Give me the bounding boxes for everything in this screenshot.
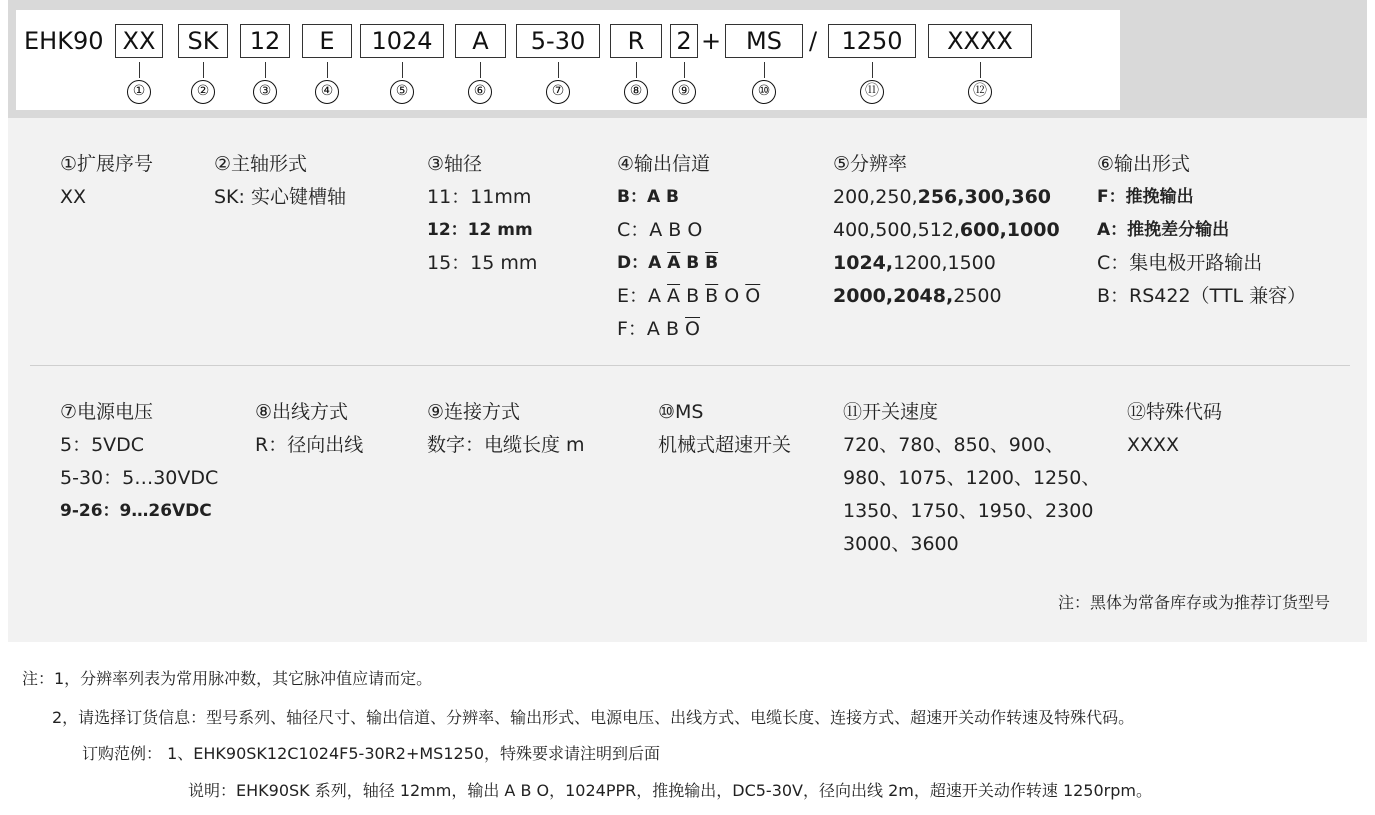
panel-note: 注：黑体为常备库存或为推荐订货型号 — [1057, 593, 1330, 612]
option-resolution — [833, 148, 1060, 313]
option-value: XXXX — [1127, 434, 1180, 456]
code-marker: ⑫ — [968, 80, 992, 104]
option-value-recommended: 12：12 mm — [427, 220, 533, 240]
option-value: XX — [60, 186, 87, 208]
option-value: 11：11mm — [427, 186, 532, 208]
code-tick — [265, 62, 266, 78]
option-special-code — [1127, 396, 1222, 462]
code-marker: ③ — [253, 80, 277, 104]
option-value: 机械式超速开关 — [658, 434, 792, 456]
option-value: 2000,2048,2500 — [833, 285, 1002, 307]
code-box-output: A — [455, 24, 506, 58]
option-value-recommended: F：推挽输出 — [1097, 187, 1194, 207]
option-title: ⑤分辨率 — [833, 153, 908, 175]
option-value: 400,500,512,600,1000 — [833, 219, 1060, 241]
section-divider — [30, 365, 1350, 366]
option-value: R：径向出线 — [255, 434, 364, 456]
code-tick — [480, 62, 481, 78]
option-value: E：A $\overline{A}$ B $\overline{B}$ O $\overline{O}$ — [617, 285, 761, 307]
option-value: 数字：电缆长度 m — [427, 434, 585, 456]
code-box-voltage: 5-30 — [516, 24, 600, 58]
code-box-extension: XX — [115, 24, 163, 58]
option-title: ⑨连接方式 — [427, 401, 521, 423]
code-box-ms: MS — [725, 24, 803, 58]
option-ms — [658, 396, 791, 462]
option-title: ②主轴形式 — [214, 153, 308, 175]
code-marker: ④ — [315, 80, 339, 104]
code-box-speed: 1250 — [828, 24, 916, 58]
option-switch-speed — [843, 396, 1100, 561]
code-prefix: EHK90 — [24, 27, 104, 55]
option-title: ⑧出线方式 — [255, 401, 349, 423]
code-marker: ⑨ — [672, 80, 696, 104]
option-shaft — [214, 148, 346, 214]
code-marker: ⑩ — [752, 80, 776, 104]
option-outlet — [255, 396, 363, 462]
code-tick — [402, 62, 403, 78]
option-value: 1350、1750、1950、2300 — [843, 500, 1094, 522]
option-voltage — [60, 396, 218, 528]
option-value-recommended: 9-26：9…26VDC — [60, 501, 212, 521]
option-value: 980、1075、1200、1250、 — [843, 467, 1101, 489]
option-title: ①扩展序号 — [60, 153, 154, 175]
option-output — [1097, 148, 1306, 313]
option-title: ⑫特殊代码 — [1127, 401, 1223, 423]
code-tick — [980, 62, 981, 78]
code-tick — [327, 62, 328, 78]
code-box-connection: 2 — [670, 24, 698, 58]
option-value-recommended: D：A $\overline{A}$ B $\overline{B}$ — [617, 253, 719, 273]
code-box-diameter: 12 — [240, 24, 290, 58]
code-tick — [764, 62, 765, 78]
code-marker: ⑦ — [546, 80, 570, 104]
option-diameter — [427, 148, 537, 280]
option-title: ④输出信道 — [617, 153, 711, 175]
code-marker: ⑧ — [624, 80, 648, 104]
code-slash: / — [809, 27, 818, 55]
code-tick — [558, 62, 559, 78]
option-title: ⑦电源电压 — [60, 401, 154, 423]
option-title: ⑪开关速度 — [843, 401, 939, 423]
option-value: 5：5VDC — [60, 434, 145, 456]
code-plus: + — [701, 27, 722, 55]
code-tick — [684, 62, 685, 78]
option-value-recommended: A：推挽差分输出 — [1097, 220, 1230, 240]
option-value: 1024,1200,1500 — [833, 252, 996, 274]
code-box-resolution: 1024 — [360, 24, 444, 58]
option-value: 3000、3600 — [843, 533, 959, 555]
code-marker: ② — [191, 80, 215, 104]
option-extension — [60, 148, 153, 214]
option-title: ⑩MS — [658, 401, 704, 423]
option-value: F：A B $\overline{O}$ — [617, 318, 701, 340]
option-title: ③轴径 — [427, 153, 483, 175]
code-marker: ① — [127, 80, 151, 104]
option-connection — [427, 396, 585, 462]
option-value: SK: 实心键槽轴 — [214, 186, 346, 208]
option-title: ⑥输出形式 — [1097, 153, 1191, 175]
order-example-explanation: 说明：EHK90SK 系列，轴径 12mm，输出 A B O，1024PPR，推挽输出，DC5-30V，径向出线 2m，超速开关动作转速 1250rpm。 — [188, 781, 1152, 800]
code-tick — [203, 62, 204, 78]
footnote-2: 2，请选择订货信息：型号系列、轴径尺寸、输出信道、分辨率、输出形式、电源电压、出线方式、电缆长度、连接方式、超速开关动作转速及特殊代码。 — [52, 708, 1135, 727]
order-example: 订购范例： 1、EHK90SK12C1024F5-30R2+MS1250，特殊要求请注明到后面 — [82, 744, 661, 763]
option-value: 720、780、850、900、 — [843, 434, 1065, 456]
code-tick — [872, 62, 873, 78]
code-tick — [636, 62, 637, 78]
option-value: B：RS422（TTL 兼容） — [1097, 285, 1307, 307]
option-value: C：集电极开路输出 — [1097, 252, 1263, 274]
option-channel — [617, 148, 760, 346]
option-value: 200,250,256,300,360 — [833, 186, 1052, 208]
code-tick — [139, 62, 140, 78]
code-box-outlet: R — [610, 24, 662, 58]
code-marker: ⑥ — [468, 80, 492, 104]
code-box-special: XXXX — [928, 24, 1032, 58]
footnote-1: 注：1，分辨率列表为常用脉冲数，其它脉冲值应请而定。 — [22, 669, 433, 688]
code-marker: ⑤ — [390, 80, 414, 104]
option-value: 15：15 mm — [427, 252, 538, 274]
code-box-shaft: SK — [178, 24, 228, 58]
option-value: 5-30：5…30VDC — [60, 467, 219, 489]
code-box-channel: E — [302, 24, 352, 58]
option-value: C：A B O — [617, 219, 703, 241]
option-value-recommended: B：A B — [617, 187, 679, 207]
code-marker: ⑪ — [860, 80, 884, 104]
